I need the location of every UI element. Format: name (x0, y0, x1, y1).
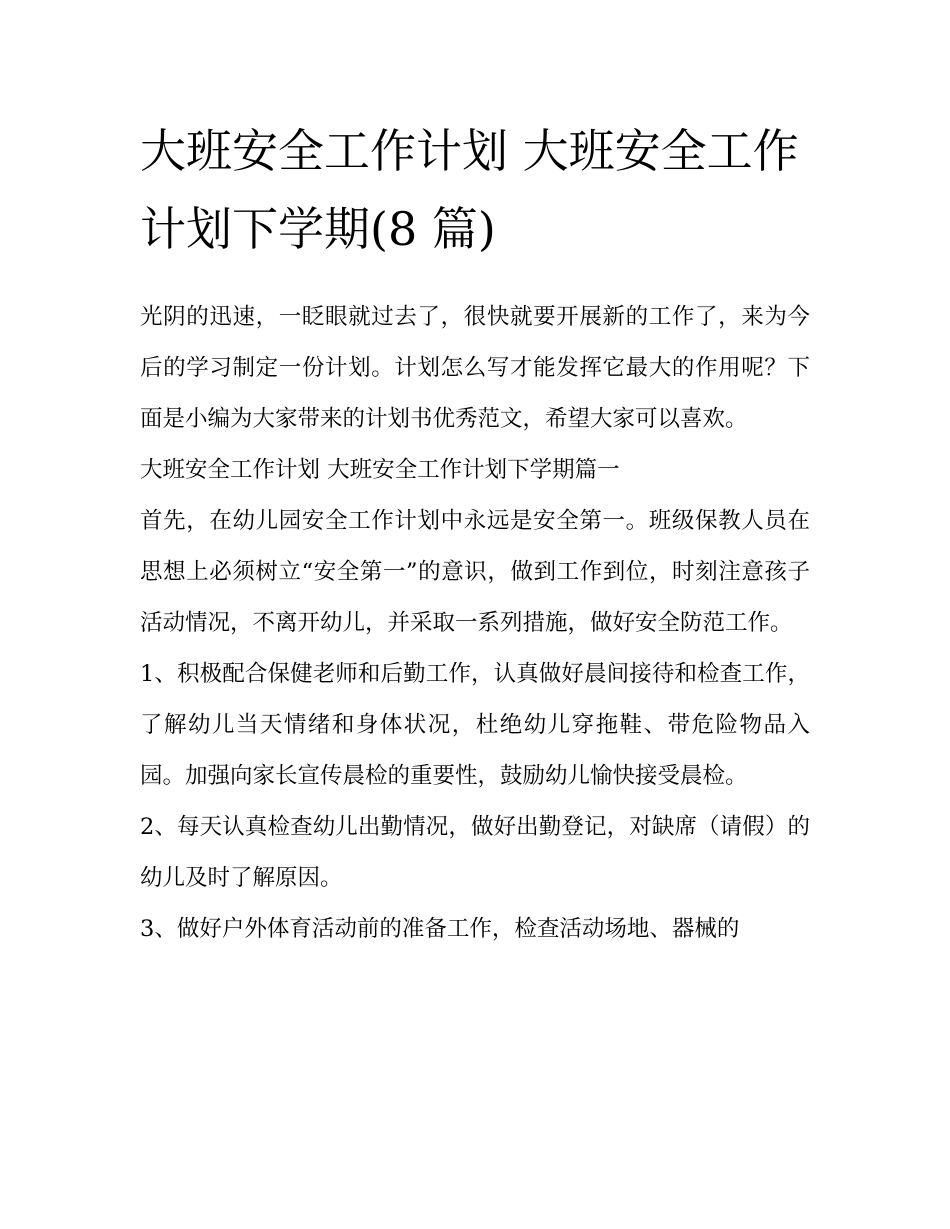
section-heading: 大班安全工作计划 大班安全工作计划下学期篇一 (140, 457, 620, 483)
intro-paragraph: 光阴的迅速，一眨眼就过去了，很快就要开展新的工作了，来为今后的学习制定一份计划。计划怎么写才能发挥它最大的作用呢？下面是小编为大家带来的计划书优秀范文，希望大家可以喜欢。 (140, 304, 810, 432)
list-item-1: 1、积极配合保健老师和后勤工作，认真做好晨间接待和检查工作，了解幼儿当天情绪和身体状况，杜绝幼儿穿拖鞋、带危险物品入园。加强向家长宣传晨检的重要性，鼓励幼儿愉快接受晨检。 (140, 661, 810, 789)
list-item-2: 2、每天认真检查幼儿出勤情况，做好出勤登记，对缺席（请假）的幼儿及时了解原因。 (140, 814, 810, 891)
list-item-3: 3、做好户外体育活动前的准备工作，检查活动场地、器械的 (140, 916, 740, 942)
document-title: 大班安全工作计划 大班安全工作计划下学期(8 篇) (140, 124, 799, 256)
body-paragraph: 首先，在幼儿园安全工作计划中永远是安全第一。班级保教人员在思想上必须树立“安全第一”的意识，做到工作到位，时刻注意孩子活动情况，不离开幼儿，并采取一系列措施，做好安全防范工作。 (140, 508, 810, 636)
